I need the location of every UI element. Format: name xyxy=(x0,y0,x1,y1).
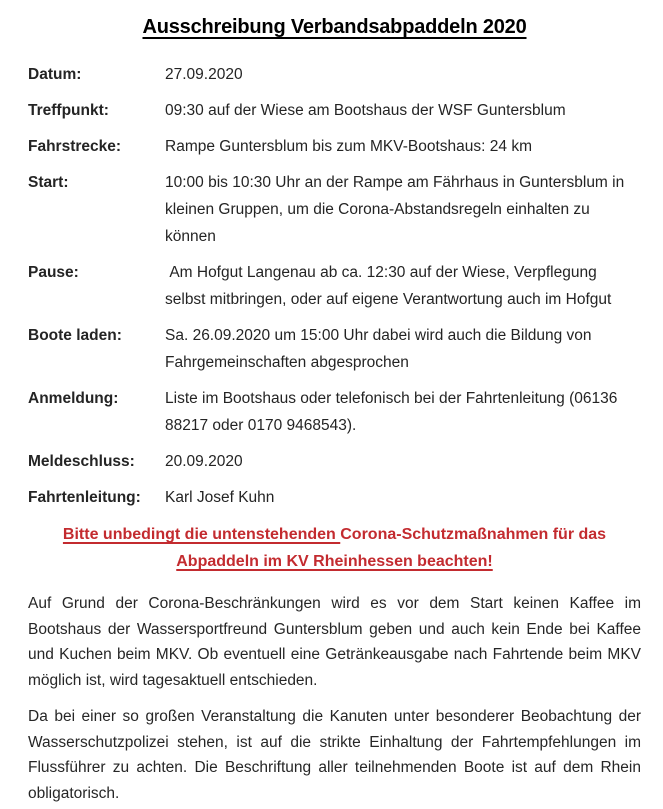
detail-row-treffpunkt xyxy=(28,97,641,124)
detail-value-meldeschluss: 20.09.2020 xyxy=(165,453,243,470)
corona-warning-notice xyxy=(34,521,635,575)
detail-label-boote-laden: Boote laden: xyxy=(28,327,122,344)
detail-value-boote-laden: Sa. 26.09.2020 um 15:00 Uhr dabei wird auch die Bildung von Fahrgemeinschaften abgesprochen xyxy=(165,327,596,371)
warning-line1-plain-text: Corona-Schutzmaßnahmen für das xyxy=(340,526,607,543)
detail-label-datum: Datum: xyxy=(28,66,82,83)
paragraph-corona-restrictions: Auf Grund der Corona-Beschränkungen wird es vor dem Start keinen Kaffee im Bootshaus der Wassersportfreund Guntersblum geben und auch kein Ende bei Kaffee und Kuchen beim MKV. Ob eventuell eine Getränkeausgabe nach Fahrtende beim MKV möglich ist, wird tagesaktuell entschieden. xyxy=(28,595,641,689)
warning-line2-underlined-text: Abpaddeln im KV Rheinhessen beachten! xyxy=(176,553,493,570)
page-title: Ausschreibung Verbandsabpaddeln 2020 xyxy=(142,16,527,38)
detail-label-fahrstrecke: Fahrstrecke: xyxy=(28,138,122,155)
detail-label-meldeschluss: Meldeschluss: xyxy=(28,453,135,470)
detail-value-anmeldung: Liste im Bootshaus oder telefonisch bei der Fahrtenleitung (06136 88217 oder 0170 9468543). xyxy=(165,390,622,434)
detail-row-pause xyxy=(28,259,641,313)
detail-row-meldeschluss xyxy=(28,448,641,475)
event-details-section xyxy=(28,61,641,511)
detail-row-fahrstrecke xyxy=(28,133,641,160)
detail-row-fahrtenleitung xyxy=(28,484,641,511)
detail-label-start: Start: xyxy=(28,174,69,191)
detail-label-pause: Pause: xyxy=(28,264,79,281)
warning-line1-underlined-text: Bitte unbedingt die untenstehenden xyxy=(62,526,341,543)
detail-label-fahrtenleitung: Fahrtenleitung: xyxy=(28,489,141,506)
detail-value-pause: Am Hofgut Langenau ab ca. 12:30 auf der Wiese, Verpflegung selbst mitbringen, oder auf eigene Verantwortung auch im Hofgut xyxy=(165,264,612,308)
detail-value-treffpunkt: 09:30 auf der Wiese am Bootshaus der WSF Guntersblum xyxy=(165,102,566,119)
detail-row-anmeldung xyxy=(28,385,641,439)
detail-value-fahrtenleitung: Karl Josef Kuhn xyxy=(165,489,275,506)
detail-value-datum: 27.09.2020 xyxy=(165,66,243,83)
detail-label-anmeldung: Anmeldung: xyxy=(28,390,119,407)
detail-value-fahrstrecke: Rampe Guntersblum bis zum MKV-Bootshaus: 24 km xyxy=(165,138,532,155)
detail-row-datum xyxy=(28,61,641,88)
detail-value-start: 10:00 bis 10:30 Uhr an der Rampe am Fährhaus in Guntersblum in kleinen Gruppen, um die Corona-Abstandsregeln einhalten zu können xyxy=(165,174,629,245)
detail-row-start xyxy=(28,169,641,250)
paragraph-boat-labeling-rules: Da bei einer so großen Veranstaltung die Kanuten unter besonderer Beobachtung der Wasserschutzpolizei stehen, ist auf die strikte Einhaltung der Fahrtempfehlungen im Flussführer zu achten. Die Beschriftung aller teilnehmenden Boote ist auf dem Rhein obligatorisch. xyxy=(28,708,641,802)
detail-label-treffpunkt: Treffpunkt: xyxy=(28,102,109,119)
detail-row-boote-laden xyxy=(28,322,641,376)
